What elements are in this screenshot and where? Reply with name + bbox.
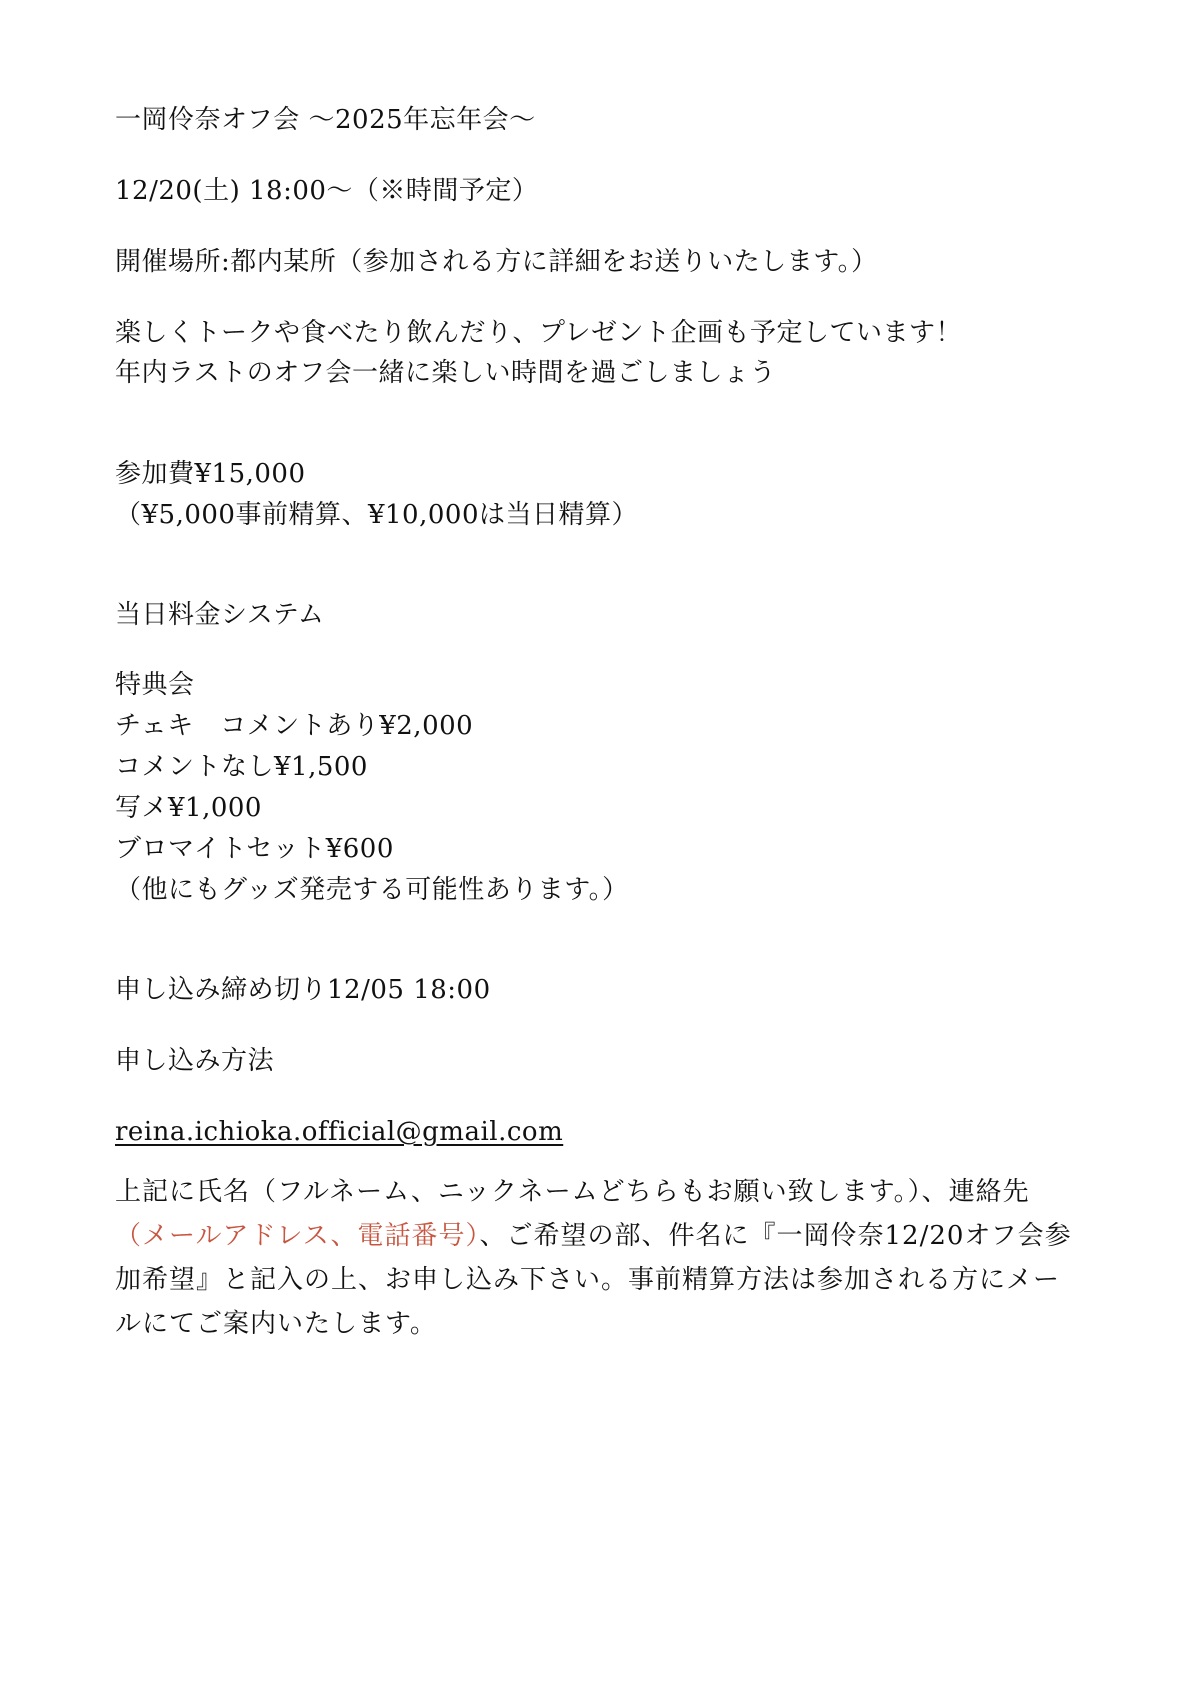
event-title: 一岡伶奈オフ会 〜2025年忘年会〜 bbox=[115, 105, 536, 135]
onsite-pricing-heading: 当日料金システム bbox=[115, 600, 325, 630]
instructions-text-part2: 、ご希望の部、件名に『一岡伶奈12/20オフ会参加希望』と記入の上、お申し込み下さい。事前精算方法は参加される方にメールにてご案内いたします。 bbox=[115, 1221, 1072, 1339]
application-method-heading: 申し込み方法 bbox=[115, 1046, 275, 1076]
application-instructions bbox=[115, 1170, 1075, 1346]
event-datetime: 12/20(土) 18:00〜（※時間予定） bbox=[115, 176, 539, 206]
instructions-text-part1: 上記に氏名（フルネーム、ニックネームどちらもお願い致します。）、連絡先 bbox=[115, 1177, 1030, 1207]
event-venue: 開催場所:都内某所（参加される方に詳細をお送りいたします。） bbox=[115, 247, 878, 277]
intro-line-1: 楽しくトークや食べたり飲んだり、プレゼント企画も予定しています！ bbox=[115, 318, 962, 348]
pricing-item-photo: 写メ¥1,000 bbox=[115, 793, 262, 823]
intro-line-2: 年内ラストのオフ会一緒に楽しい時間を過ごしましょう bbox=[115, 358, 776, 388]
pricing-note: （他にもグッズ発売する可能性あります。） bbox=[115, 875, 629, 905]
fee-breakdown: （¥5,000事前精算、¥10,000は当日精算） bbox=[115, 500, 638, 530]
instructions-contact-highlight: （メールアドレス、電話番号） bbox=[115, 1221, 480, 1251]
contact-email-link[interactable]: reina.ichioka.official@gmail.com bbox=[115, 1117, 564, 1147]
application-deadline: 申し込み締め切り12/05 18:00 bbox=[115, 975, 491, 1005]
benefit-event-heading: 特典会 bbox=[115, 670, 195, 700]
fee-total: 参加費¥15,000 bbox=[115, 459, 306, 489]
pricing-item-cheki-comment: チェキ コメントあり¥2,000 bbox=[115, 711, 474, 741]
pricing-item-bromide-set: ブロマイトセット¥600 bbox=[115, 834, 394, 864]
pricing-item-no-comment: コメントなし¥1,500 bbox=[115, 752, 368, 782]
contact-email-line bbox=[115, 1110, 563, 1154]
